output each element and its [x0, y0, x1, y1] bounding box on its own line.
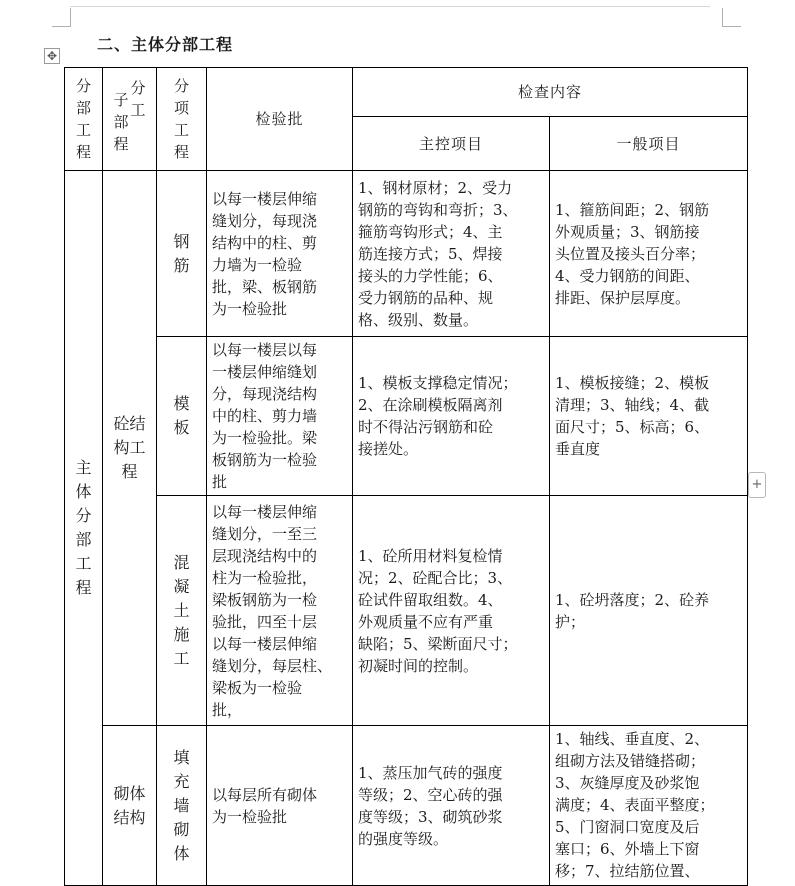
- inspection-table: [64, 67, 748, 886]
- table-row: [65, 496, 748, 726]
- text-line: 时不得沾污钢筋和砼: [358, 418, 494, 436]
- subdivision-concrete-cell: [103, 171, 157, 726]
- text-line: 批，梁、板钢筋: [212, 277, 318, 296]
- text-line: 缝划分，每现浇: [212, 211, 318, 230]
- text-line: 部: [113, 113, 129, 131]
- batch-concrete: [207, 496, 353, 726]
- header-item: [157, 68, 207, 171]
- margin-corner-right: [722, 8, 741, 27]
- text-line: 缺陷；5、梁断面尺寸；: [358, 634, 518, 653]
- text-line: 结构: [113, 807, 146, 827]
- add-column-plus-icon[interactable]: +: [748, 472, 766, 498]
- main-infill: [353, 726, 550, 886]
- item-concrete: [157, 496, 207, 726]
- text-line: 接搓处。: [358, 440, 419, 458]
- text-line: 护；: [555, 612, 586, 631]
- text-line: 缝划分，每层柱、: [212, 656, 333, 675]
- text-line: 4、受力钢筋的间距、: [555, 266, 700, 285]
- text-line: 分: [130, 79, 146, 97]
- header-division: [65, 68, 103, 171]
- main-rebar: [353, 171, 550, 337]
- text-line: 1、砼所用材料复检情: [358, 546, 503, 565]
- text-line: 1、轴线、垂直度、2、: [555, 730, 710, 748]
- margin-corner-left: [52, 8, 71, 27]
- item-infill-wall: [157, 726, 207, 886]
- batch-rebar: [207, 171, 353, 337]
- text-line: 程: [173, 143, 189, 161]
- text-line: 箍筋弯钩形式；4、主: [358, 222, 503, 241]
- header-main-items: 主控项目: [353, 117, 550, 171]
- text-line: 初凝时间的控制。: [358, 656, 479, 675]
- text-line: 批，: [212, 700, 243, 719]
- text-line: 充: [173, 771, 190, 791]
- text-line: 1、蒸压加气砖的强度: [358, 763, 503, 782]
- text-line: 为一检验批: [212, 299, 288, 318]
- text-line: 排距、保护层厚度。: [555, 288, 691, 307]
- text-line: 以每一楼层伸缩: [212, 502, 318, 521]
- text-line: 受力钢筋的品种、规: [358, 288, 494, 307]
- text-line: 以每一楼层以每: [212, 341, 318, 359]
- text-line: 外观质量不应有严重: [358, 612, 494, 631]
- text-line: 砼试件留取组数。4、: [358, 590, 503, 609]
- text-line: 分: [75, 77, 91, 95]
- text-line: 构工: [113, 438, 146, 457]
- text-line: 钢筋的弯钩和弯折；3、: [358, 200, 518, 219]
- text-line: 等级；2、空心砖的强: [358, 785, 503, 804]
- general-formwork: [550, 337, 748, 496]
- text-line: 体: [173, 843, 190, 863]
- text-line: 土: [173, 600, 190, 620]
- batch-infill: [207, 726, 353, 886]
- page-top-rule: [70, 0, 710, 7]
- text-line: 板钢筋为一检验: [212, 451, 318, 469]
- text-line: 梁板钢筋为一检: [212, 590, 318, 609]
- text-line: 工: [173, 121, 189, 139]
- text-line: 缝划分，一至三: [212, 524, 318, 543]
- text-line: 中的柱、剪力墙: [212, 407, 318, 425]
- text-line: 模: [173, 394, 190, 413]
- text-line: 外观质量；3、钢筋接: [555, 222, 700, 241]
- section-heading: 二、主体分部工程: [97, 35, 234, 54]
- text-line: 结构中的柱、剪: [212, 233, 318, 252]
- text-line: 程: [75, 143, 91, 161]
- text-line: 工: [173, 648, 190, 668]
- text-line: 以每一楼层伸缩: [212, 189, 318, 208]
- text-line: 分: [173, 77, 189, 95]
- text-line: 满度；4、表面平整度；: [555, 796, 715, 814]
- text-line: 施: [173, 624, 190, 644]
- text-line: 接头的力学性能；6、: [358, 266, 503, 285]
- text-line: 主: [75, 458, 92, 477]
- text-line: 的强度等级。: [358, 829, 449, 848]
- text-line: 1、模板支撑稳定情况；: [358, 374, 518, 392]
- table-row: [65, 171, 748, 337]
- text-line: 一楼层伸缩缝划: [212, 363, 318, 381]
- text-line: 项: [173, 99, 189, 117]
- text-line: 3、灰缝厚度及砂浆饱: [555, 774, 700, 792]
- text-line: 验批，四至十层: [212, 612, 318, 631]
- text-line: 砌: [173, 819, 190, 839]
- batch-formwork: [207, 337, 353, 496]
- text-line: 1、模板接缝；2、模板: [555, 374, 710, 392]
- text-line: 1、砼坍落度；2、砼养: [555, 590, 710, 609]
- text-line: 2、在涂刷模板隔离剂: [358, 396, 503, 414]
- main-formwork: [353, 337, 550, 496]
- header-check-content: 检查内容: [353, 68, 748, 117]
- text-line: 填: [173, 747, 190, 767]
- text-line: 砼结: [113, 414, 146, 433]
- text-line: 工: [130, 101, 146, 119]
- main-concrete: [353, 496, 550, 726]
- text-line: 力墙为一检验: [212, 255, 303, 274]
- text-line: 子: [113, 91, 129, 109]
- text-line: 5、门窗洞口宽度及后: [555, 818, 700, 836]
- text-line: 钢: [173, 231, 190, 251]
- text-line: 程: [75, 578, 92, 597]
- text-line: 度等级；3、砌筑砂浆: [358, 807, 503, 826]
- text-line: 头位置及接头百分率；: [555, 244, 706, 263]
- text-line: 批: [212, 473, 228, 491]
- general-concrete: [550, 496, 748, 726]
- division-cell: [65, 171, 103, 886]
- general-rebar: [550, 171, 748, 337]
- text-line: 以每一楼层伸缩: [212, 634, 318, 653]
- text-line: 部: [75, 530, 92, 549]
- text-line: 分: [75, 506, 92, 525]
- text-line: 墙: [173, 795, 190, 815]
- text-line: 砌体: [113, 783, 146, 803]
- text-line: 部: [75, 99, 91, 117]
- text-line: 程: [113, 135, 129, 153]
- text-line: 体: [75, 482, 92, 501]
- text-line: 1、钢材原材；2、受力: [358, 178, 513, 197]
- text-line: 况；2、砼配合比；3、: [358, 568, 513, 587]
- text-line: 清理；3、轴线；4、截: [555, 396, 710, 414]
- table-move-handle-icon[interactable]: ✥: [44, 48, 60, 64]
- text-line: 工: [75, 554, 92, 573]
- text-line: 混: [173, 552, 190, 572]
- text-line: 以每层所有砌体: [212, 785, 318, 804]
- text-line: 程: [121, 462, 138, 481]
- text-line: 垂直度: [555, 440, 601, 458]
- text-line: 为一检验批: [212, 807, 288, 826]
- text-line: 工: [75, 121, 91, 139]
- text-line: 组砌方法及错缝搭砌；: [555, 752, 706, 770]
- text-line: 筋连接方式；5、焊接: [358, 244, 503, 263]
- table-row: [65, 337, 748, 496]
- text-line: 面尺寸；5、标高；6、: [555, 418, 710, 436]
- text-line: 层现浇结构中的: [212, 546, 318, 565]
- text-line: 梁板为一检验: [212, 678, 303, 697]
- header-general-items: 一般项目: [550, 117, 748, 171]
- text-line: 移；7、拉结筋位置、: [555, 862, 700, 880]
- text-line: 分，每现浇结构: [212, 385, 318, 403]
- item-rebar: [157, 171, 207, 337]
- text-line: 1、箍筋间距；2、钢筋: [555, 200, 710, 219]
- text-line: 筋: [173, 255, 190, 275]
- general-infill: [550, 726, 748, 886]
- table-row: [65, 726, 748, 886]
- text-line: 塞口；6、外墙上下窗: [555, 840, 700, 858]
- text-line: 板: [173, 418, 190, 437]
- subdivision-masonry-cell: [103, 726, 157, 886]
- header-batch: 检验批: [207, 68, 353, 171]
- text-line: 凝: [173, 576, 190, 596]
- item-formwork: [157, 337, 207, 496]
- text-line: 柱为一检验批，: [212, 568, 318, 587]
- header-subdivision: [103, 68, 157, 171]
- text-line: 格、级别、数量。: [358, 310, 479, 329]
- text-line: 为一检验批。梁: [212, 429, 318, 447]
